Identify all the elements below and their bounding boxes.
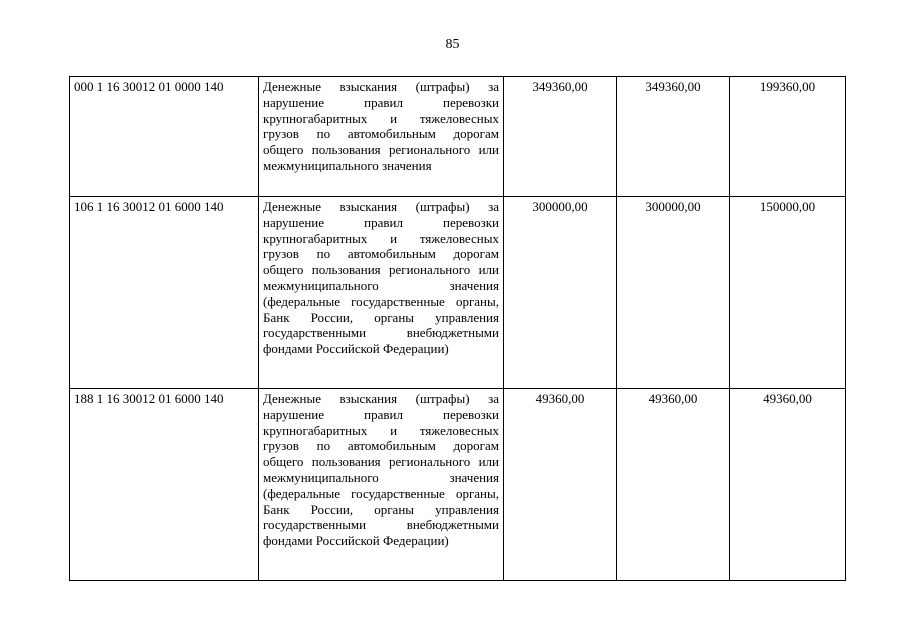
- amount-cell-3: 49360,00: [730, 389, 846, 581]
- description-cell: Денежные взыскания (штрафы) за нарушение правил перевозки крупногабаритных и тяжеловесных грузов по автомобильным дорогам общего пользования регионального или межмуниципального значения (федеральные государственные органы, Банк России, органы управления государственными внебюджетными фондами Российской Федерации): [259, 389, 504, 581]
- budget-table: [69, 76, 846, 581]
- budget-code-cell: 000 1 16 30012 01 0000 140: [70, 77, 259, 197]
- description-cell: Денежные взыскания (штрафы) за нарушение правил перевозки крупногабаритных и тяжеловесных грузов по автомобильным дорогам общего пользования регионального или межмуниципального значения (федеральные государственные органы, Банк России, органы управления государственными внебюджетными фондами Российской Федерации): [259, 197, 504, 389]
- amount-cell-2: 349360,00: [617, 77, 730, 197]
- table-row: [70, 197, 846, 389]
- page-number: 85: [445, 37, 460, 52]
- amount-cell-2: 49360,00: [617, 389, 730, 581]
- amount-cell-3: 150000,00: [730, 197, 846, 389]
- amount-cell-2: 300000,00: [617, 197, 730, 389]
- budget-code-cell: 188 1 16 30012 01 6000 140: [70, 389, 259, 581]
- table-row: [70, 77, 846, 197]
- amount-cell-1: 300000,00: [504, 197, 617, 389]
- amount-cell-1: 49360,00: [504, 389, 617, 581]
- table-row: [70, 389, 846, 581]
- amount-cell-3: 199360,00: [730, 77, 846, 197]
- amount-cell-1: 349360,00: [504, 77, 617, 197]
- budget-code-cell: 106 1 16 30012 01 6000 140: [70, 197, 259, 389]
- description-cell: Денежные взыскания (штрафы) за нарушение правил перевозки крупногабаритных и тяжеловесных грузов по автомобильным дорогам общего пользования регионального или межмуниципального значения: [259, 77, 504, 197]
